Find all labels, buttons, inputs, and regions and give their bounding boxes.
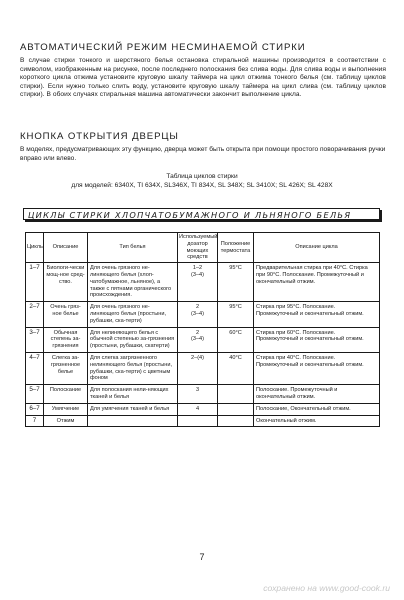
cell-thermostat: 60°C bbox=[218, 327, 254, 352]
cell-thermostat bbox=[218, 385, 254, 404]
cell-dose bbox=[178, 415, 218, 427]
cell-cycles: 1–7 bbox=[26, 263, 44, 302]
cell-cycle-desc: Стирка при 40°C. Полоскание. Промежуточный и окончательный отжим. bbox=[254, 352, 380, 384]
cell-cycles: 6–7 bbox=[26, 403, 44, 415]
cell-thermostat: 95°C bbox=[218, 263, 254, 302]
cell-cycles: 4–7 bbox=[26, 352, 44, 384]
cell-linen-type: Для очень грязного не-линяющего белья (хлоп-чатобумажное, льняное), а также с пятнами органического происхождения. bbox=[88, 263, 178, 302]
cell-linen-type: Для слегка загрязненного нелиняющего белья (простыни, рубашки, ска-терти) с цветным фоном bbox=[88, 352, 178, 384]
wash-cycles-table bbox=[25, 232, 380, 427]
dose-main: 1–2 bbox=[192, 265, 203, 272]
cell-thermostat: 40°C bbox=[218, 352, 254, 384]
table-caption: Таблица циклов стирки bbox=[166, 173, 238, 180]
section-title-no-crease: АВТОМАТИЧЕСКИЙ РЕЖИМ НЕСМИНАЕМОЙ СТИРКИ bbox=[20, 42, 306, 53]
header-cycles: Циклы bbox=[26, 233, 44, 263]
table-row bbox=[26, 415, 380, 427]
section-text-door-button: В моделях, предусматривающих эту функцию, дверца может быть открыта при помощи простого поворачивания ручки вправо или влево. bbox=[20, 146, 386, 162]
page-number: 7 bbox=[199, 552, 205, 562]
cell-dose: 4 bbox=[178, 403, 218, 415]
table-row bbox=[26, 327, 380, 352]
dose-alt: (3–4) bbox=[190, 271, 205, 278]
dose-alt: (3–4) bbox=[190, 336, 205, 343]
cell-description: Слегка за-грязненное белье bbox=[44, 352, 88, 384]
dose-alt: (3–4) bbox=[190, 310, 205, 317]
cell-description: Полоскание bbox=[44, 385, 88, 404]
cell-description: Обычная степень за-грязнения bbox=[44, 327, 88, 352]
cell-dose: 3 bbox=[178, 385, 218, 404]
cell-cycle-desc: Окончательный отжим. bbox=[254, 415, 380, 427]
table-header-row bbox=[26, 233, 380, 263]
cell-linen-type: Для нелиняющего белья с обычной степенью за-грязнения (простыни, рубашки, скатерти) bbox=[88, 327, 178, 352]
watermark: сохранено на www.good-cook.ru bbox=[263, 583, 390, 593]
cell-dose bbox=[178, 302, 218, 327]
cell-linen-type bbox=[88, 415, 178, 427]
cell-dose bbox=[178, 352, 218, 384]
cell-cycles: 3–7 bbox=[26, 327, 44, 352]
cell-linen-type: Для полоскания нели-няющих тканей и белья bbox=[88, 385, 178, 404]
table-models: для моделей: 6340X, TI 634X, SL346X, TI 834X, SL 348X; SL 3410X; SL 426X; SL 428X bbox=[71, 182, 333, 189]
header-description: Описание bbox=[44, 233, 88, 263]
dose-main: 2–(4) bbox=[190, 354, 205, 361]
cell-thermostat bbox=[218, 415, 254, 427]
table-row bbox=[26, 263, 380, 302]
cell-cycle-desc: Полоскание, Окончательный отжим. bbox=[254, 403, 380, 415]
cell-linen-type: Для умягчения тканей и белья bbox=[88, 403, 178, 415]
cell-thermostat: 95°C bbox=[218, 302, 254, 327]
cell-dose bbox=[178, 327, 218, 352]
cell-linen-type: Для очень грязного не-линяющего белья (простыни, рубашки, ска-терти) bbox=[88, 302, 178, 327]
cell-cycle-desc: Полоскание. Промежуточный и окончательный отжим. bbox=[254, 385, 380, 404]
cell-description: Отжим bbox=[44, 415, 88, 427]
table-row bbox=[26, 403, 380, 415]
dose-main: 2 bbox=[195, 329, 200, 336]
cell-description: Биологи-чески мощ-ное сред-ство. bbox=[44, 263, 88, 302]
section-text-no-crease: В случае стирки тонкого и шерстяного белья остановка стиральной машины производится в соответствии с символом, изображенным на рисунке, после последнего полоскания без слива воды. Для слива воды и выполнения короткого цикла отжима установите круговую шкалу таймера на цикл отжима тонкого белья (см. таблицу циклов стирки). Если нужно только слить воду, установите круговую шкалу таймера на цикл слива (см. таблицу циклов стирки). В обоих случаях стиральная машина автоматически закончит выполнение цикла. bbox=[20, 57, 386, 99]
dose-main: 2 bbox=[195, 304, 200, 311]
table-row bbox=[26, 385, 380, 404]
header-linen-type: Тип белья bbox=[88, 233, 178, 263]
cell-cycles: 7 bbox=[26, 415, 44, 427]
section-title-door-button: КНОПКА ОТКРЫТИЯ ДВЕРЦЫ bbox=[20, 131, 179, 142]
header-thermostat: Положение термостата bbox=[218, 233, 254, 263]
cell-cycle-desc: Стирка при 95°C. Полоскание. Промежуточный и окончательный отжим. bbox=[254, 302, 380, 327]
header-dose: Используемый дозатор моющих средств bbox=[178, 233, 218, 263]
cell-thermostat bbox=[218, 403, 254, 415]
cell-description: Умягчение bbox=[44, 403, 88, 415]
cell-cycles: 2–7 bbox=[26, 302, 44, 327]
cell-cycles: 5–7 bbox=[26, 385, 44, 404]
cell-cycle-desc: Стирка при 60°C. Полоскание. Промежуточный и окончательный отжим. bbox=[254, 327, 380, 352]
table-row bbox=[26, 302, 380, 327]
header-cycle-desc: Описание цикла bbox=[254, 233, 380, 263]
cell-description: Очень гряз-ное белье bbox=[44, 302, 88, 327]
cell-cycle-desc: Предварительная стирка при 40°C. Стирка при 90°C. Полоскание. Промежуточный и окончательный отжим. bbox=[254, 263, 380, 302]
table-row bbox=[26, 352, 380, 384]
table-banner: ЦИКЛЫ СТИРКИ ХЛОПЧАТОБУМАЖНОГО И ЛЬНЯНОГО БЕЛЬЯ bbox=[23, 208, 380, 220]
cell-dose bbox=[178, 263, 218, 302]
